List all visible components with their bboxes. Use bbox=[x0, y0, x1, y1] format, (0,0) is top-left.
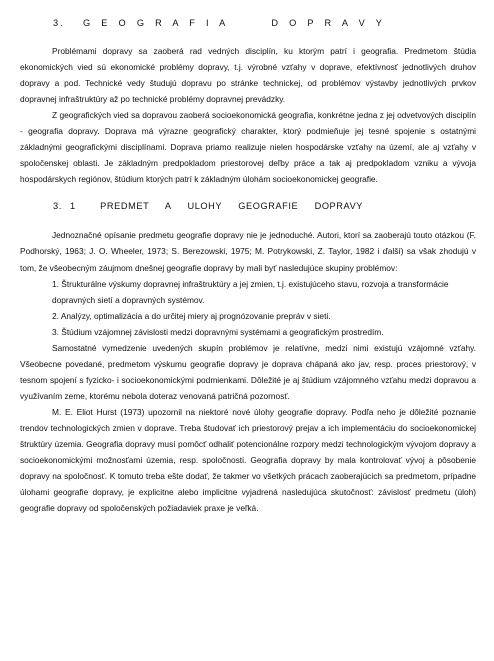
section-paragraph bbox=[20, 107, 476, 187]
section-heading: 3. G E O G R A F I A D O P R A V Y bbox=[53, 18, 385, 28]
paragraph-text: Samostatné vymedzenie uvedených skupín problémov je relatívne, medzi nimi existujú vzájomné vzťahy. Všeobecne povedané, predmetom výskumu geografie dopravy je doprava chápaná ako jav, resp. proces priestorový, v tesnom spojení s fyzicko- i socioekonomickými podmienkami. Dôležité je aj štúdium vzájomného vzťahu medzi dopravou a využívaním zeme, ktorému nebola doteraz venovaná patričná pozornosť. bbox=[20, 342, 476, 401]
subsection-paragraph bbox=[20, 404, 476, 516]
subsection-paragraph bbox=[20, 340, 476, 404]
list-item: 2. Analýzy, optimalizácia a do určitej miery aj prognózovanie prepráv v sieti. bbox=[52, 310, 331, 321]
paragraph-text: Jednoznačné opísanie predmetu geografie dopravy nie je jednoduché. Autori, ktorí sa zaoberajú touto otázkou (F. Podhorský, 1963; J. O. Wheeler, 1973; S. Berezowski, 1975; M. Potrykowski, Z. Taylor, 1982 i ďalší) sa však zhodujú v tom, že všeobecným záujmom dnešnej geografie dopravy by mali byť nasledujúce skupiny problémov: bbox=[20, 230, 476, 273]
subsection-intro bbox=[20, 227, 476, 275]
paragraph-text: Problémami dopravy sa zaoberá rad vedných disciplín, ku ktorým patrí i geografia. Predmetom štúdia ekonomických vied sú ekonomické problémy dopravy, t.j. výrobné vzťahy v doprave, efektívnosť jednotlivých druhov dopravy a pod. Technické vedy študujú dopravu po stránke technickej, od problémov výstavby jednotlivých prvkov dopravnej infraštruktúry až po technické problémy dopravnej prevádzky. bbox=[20, 46, 476, 105]
list-item: 3. Štúdium vzájomnej závislosti medzi dopravnými systémami a geografickým prostredím. bbox=[52, 326, 384, 337]
paragraph-text: Z geografických vied sa dopravou zaoberá socioekonomická geografia, konkrétne jedna z jej odvetvových disciplín - geografia dopravy. Doprava má výrazne geografický charakter, ktorý podmieňuje jej tesné spojenie s ostatnými základnými geografickými disciplínami. Doprava priamo realizuje nielen hospodárske vzťahy na území, ale aj vzťahy v spoločenskej oblasti. Je základným predpokladom priestorovej deľby práce a tak aj predpokladom vzniku a vývoja hospodárskych regiónov, štúdium ktorých patrí k základným úlohám socioekonomickej geografie. bbox=[20, 110, 476, 185]
list-item: 1. Štrukturálne výskumy dopravnej infraštruktúry a jej zmien, t.j. existujúceho stavu, rozvoja a transformácie dopravných sietí a dopravných systémov. bbox=[52, 278, 449, 305]
subsection-heading: 3. 1 PREDMET A ULOHY GEOGRAFIE DOPRAVY bbox=[53, 201, 364, 212]
paragraph-text: M. E. Eliot Hurst (1973) upozornil na niektoré nové úlohy geografie dopravy. Podľa neho je dôležité poznanie trendov technologických zmien v doprave. Treba študovať ich priestorový prejav a ich implementáciu do socioekonomickej štruktúry územia. Geografia dopravy musí pomôcť odhaliť potencionálne rozpory medzi technologickým vývojom dopravy a socioekonomickými možnosťami územia, resp. spoločnosti. Geografia dopravy by mala kontrolovať vývoj a pôsobenie dopravy na spoločnosť. K tomuto treba ešte dodať, že takmer vo všetkých prácach zaoberajúcich sa predmetom, prípadne úlohami geografie dopravy, je explicitne alebo implicitne vyjadrená nasledujúca skutočnosť: závislosť predmetu (úloh) geografie dopravy od spoločenských požiadaviek praxe je veľká. bbox=[20, 406, 476, 514]
section-paragraph bbox=[20, 43, 476, 107]
